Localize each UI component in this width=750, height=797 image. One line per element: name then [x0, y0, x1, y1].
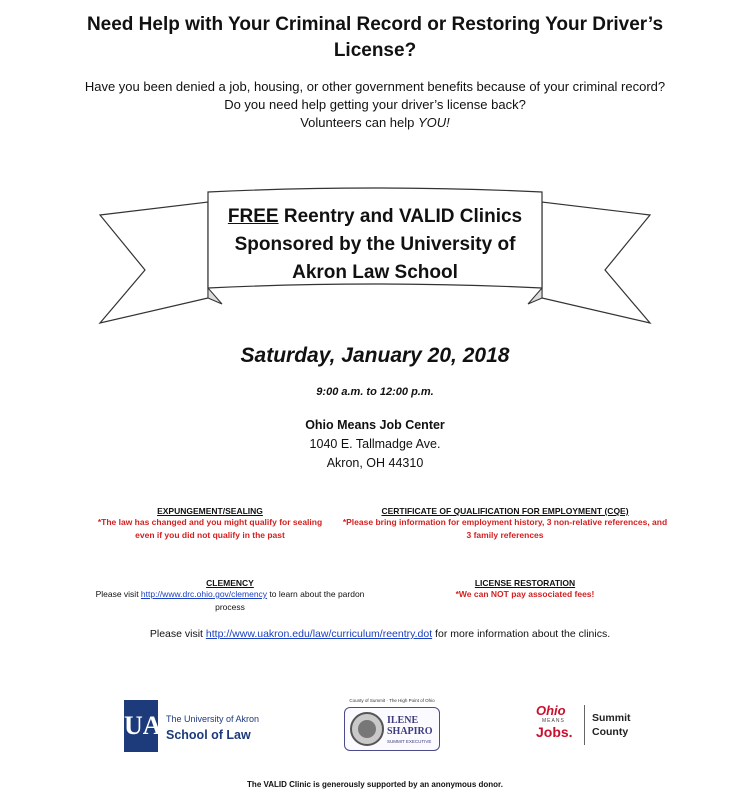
- summit-county: Summit County: [592, 712, 631, 738]
- venue-city: Akron, OH 44310: [326, 456, 424, 470]
- venue-street: 1040 E. Tallmadge Ave.: [309, 437, 441, 451]
- footer-donor-note: The VALID Clinic is generously supported by an anonymous donor.: [247, 780, 503, 789]
- shapiro-badge: [344, 707, 440, 751]
- banner-title: [212, 203, 538, 287]
- ribbon-left-fold: [208, 288, 222, 304]
- service-license: [420, 578, 630, 601]
- service-clemency-title: CLEMENCY: [206, 578, 254, 588]
- service-expungement-note: *The law has changed and you might qualify for sealing even if you did not qualify in the past: [97, 517, 323, 540]
- reentry-info-link[interactable]: http://www.uakron.edu/law/curriculum/reentry.dot: [205, 628, 433, 640]
- ua-mark-icon: UA: [124, 700, 158, 752]
- omj-jobs: Jobs.: [536, 724, 573, 740]
- service-cqe-note: *Please bring information for employment history, 3 non-relative references, and 3 family references: [342, 517, 668, 540]
- service-license-title: LICENSE RESTORATION: [474, 578, 576, 588]
- shapiro-top-text: County of Summit · The High Point of Ohio: [349, 698, 435, 703]
- uakron-school: School of Law: [166, 728, 251, 742]
- shapiro-subtitle: SUMMIT EXECUTIVE: [387, 739, 432, 744]
- shapiro-name-last: SHAPIRO: [387, 726, 433, 737]
- event-time: 9:00 a.m. to 12:00 p.m.: [316, 386, 434, 398]
- intro-line-1: Have you been denied a job, housing, or other government benefits because of your criminal record?: [84, 79, 666, 94]
- uakron-law-logo: [124, 700, 284, 752]
- ribbon-right-tail: [542, 202, 650, 323]
- ribbon-left-tail: [100, 202, 208, 323]
- service-cqe: [340, 506, 670, 542]
- intro-line-2: Do you need help getting your driver’s license back?: [224, 97, 526, 112]
- service-cqe-title: CERTIFICATE OF QUALIFICATION FOR EMPLOYMENT (CQE): [381, 506, 629, 516]
- intro-line-3: Volunteers can help YOU!: [300, 115, 450, 130]
- venue-address: [250, 416, 500, 473]
- banner-title-rest: Reentry and VALID Clinics Sponsored by the University of Akron Law School: [234, 206, 523, 283]
- ribbon-right-fold: [528, 288, 542, 304]
- intro-text: [80, 78, 670, 132]
- banner-free: FREE: [227, 206, 279, 227]
- intro-emphasis: YOU!: [418, 115, 450, 130]
- shapiro-logo: [340, 698, 444, 754]
- shapiro-name-first: ILENE: [387, 715, 419, 726]
- event-date: Saturday, January 20, 2018: [240, 344, 510, 367]
- clemency-link[interactable]: http://www.drc.ohio.gov/clemency: [140, 589, 268, 599]
- service-clemency-text: Please visit http://www.drc.ohio.gov/clemency to learn about the pardon process: [95, 589, 365, 612]
- ohio-means-jobs-logo: [536, 703, 646, 749]
- omj-ohio: Ohio: [536, 703, 566, 718]
- omj-means: MEANS: [542, 718, 565, 724]
- uakron-name: The University of Akron: [166, 714, 260, 724]
- more-info-text: Please visit http://www.uakron.edu/law/curriculum/reentry.dot for more information about the clinics.: [149, 628, 611, 640]
- county-seal-icon: [350, 712, 384, 746]
- service-license-note: *We can NOT pay associated fees!: [455, 589, 595, 599]
- service-clemency: [80, 578, 380, 614]
- venue-name: Ohio Means Job Center: [305, 418, 445, 432]
- service-expungement: [90, 506, 330, 542]
- page-headline: Need Help with Your Criminal Record or Restoring Your Driver’s License?: [86, 14, 664, 61]
- service-expungement-title: EXPUNGEMENT/SEALING: [157, 506, 263, 516]
- omj-divider: [584, 705, 585, 745]
